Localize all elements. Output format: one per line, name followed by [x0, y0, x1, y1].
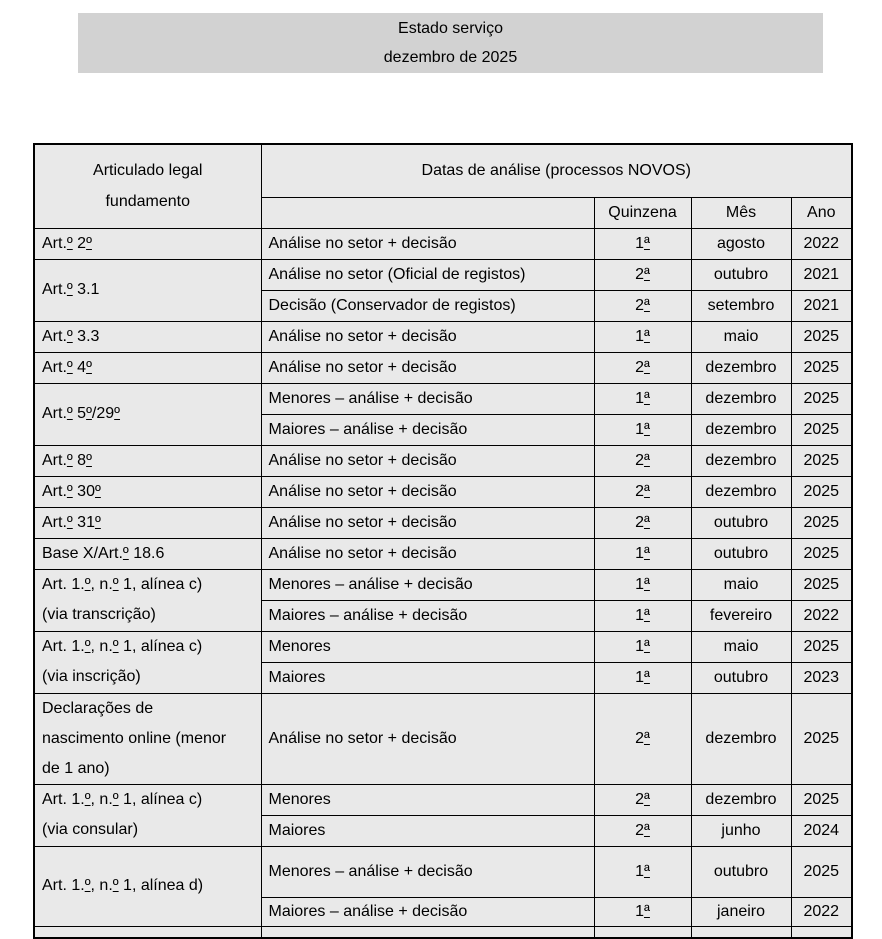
month-cell: junho [691, 815, 791, 846]
month-cell: outubro [691, 846, 791, 897]
partial-cell [261, 926, 594, 938]
ordinal-indicator: ª [643, 821, 650, 839]
quinzena-cell: 1ª [594, 383, 691, 414]
table-row [34, 846, 852, 897]
quinzena-cell: 2ª [594, 445, 691, 476]
quinzena-cell: 2ª [594, 476, 691, 507]
year-cell: 2025 [791, 445, 852, 476]
banner-title: Estado serviço [398, 20, 503, 37]
ordinal-indicator: º [66, 451, 73, 469]
header-row-group [34, 144, 852, 197]
ordinal-indicator: ª [643, 668, 650, 686]
article-label-line: Art.º 5º/29º [42, 405, 121, 422]
year-cell: 2025 [791, 631, 852, 662]
ordinal-indicator: º [66, 281, 73, 298]
ordinal-indicator: ª [643, 575, 650, 593]
quinzena-cell: 2ª [594, 352, 691, 383]
quinzena-cell: 2ª [594, 693, 691, 784]
year-cell: 2022 [791, 897, 852, 926]
quinzena-cell: 1ª [594, 846, 691, 897]
year-cell: 2025 [791, 352, 852, 383]
ordinal-indicator: º [86, 405, 92, 422]
ordinal-indicator: º [84, 576, 91, 593]
service-cell: Maiores [261, 662, 594, 693]
article-label-line: Base X/Art.º 18.6 [42, 544, 165, 562]
ordinal-indicator: ª [643, 234, 650, 252]
service-cell: Decisão (Conservador de registos) [261, 290, 594, 321]
table-body [34, 228, 852, 938]
year-cell: 2024 [791, 815, 852, 846]
article-label-line: (via consular) [42, 821, 139, 838]
ordinal-indicator: º [66, 358, 73, 376]
ordinal-indicator: ª [643, 790, 650, 808]
ordinal-indicator: ª [643, 637, 650, 655]
article-label-line: Declarações de [42, 699, 154, 717]
article-label-cell [34, 352, 261, 383]
table-row [34, 538, 852, 569]
month-cell: dezembro [691, 476, 791, 507]
article-label-line: Art.º 3.3 [42, 327, 100, 345]
ordinal-indicator: º [112, 576, 119, 593]
ordinal-indicator: º [122, 544, 129, 562]
month-cell: fevereiro [691, 600, 791, 631]
year-cell: 2025 [791, 784, 852, 815]
service-cell: Análise no setor + decisão [261, 228, 594, 259]
ordinal-indicator: º [84, 791, 91, 808]
article-label-cell [34, 321, 261, 352]
article-label-line: Art. 1.º, n.º 1, alínea c) [42, 791, 203, 808]
ordinal-indicator: º [86, 234, 92, 252]
ordinal-indicator: ª [643, 265, 650, 283]
header-quinzena: Quinzena [594, 197, 691, 228]
quinzena-cell: 1ª [594, 538, 691, 569]
year-cell: 2025 [791, 569, 852, 600]
table-row [34, 352, 852, 383]
year-cell: 2025 [791, 693, 852, 784]
partial-cell [594, 926, 691, 938]
quinzena-cell: 1ª [594, 414, 691, 445]
year-cell: 2025 [791, 476, 852, 507]
month-cell: dezembro [691, 383, 791, 414]
article-label-line: Art. 1.º, n.º 1, alínea d) [42, 877, 204, 894]
ordinal-indicator: º [66, 482, 73, 500]
quinzena-cell: 2ª [594, 259, 691, 290]
service-cell: Análise no setor + decisão [261, 445, 594, 476]
article-label-line: Art. 1.º, n.º 1, alínea c) [42, 576, 203, 593]
year-cell: 2021 [791, 290, 852, 321]
service-cell: Menores [261, 631, 594, 662]
table-row [34, 228, 852, 259]
ordinal-indicator: º [112, 791, 119, 808]
article-label-cell [34, 569, 261, 631]
article-label-cell [34, 631, 261, 693]
article-label-line: Art.º 30º [42, 482, 101, 500]
service-cell: Maiores – análise + decisão [261, 414, 594, 445]
ordinal-indicator: ª [643, 606, 650, 624]
service-cell: Análise no setor + decisão [261, 538, 594, 569]
year-cell: 2025 [791, 538, 852, 569]
article-label-cell [34, 846, 261, 926]
article-label-line: (via transcrição) [42, 606, 156, 623]
month-cell: outubro [691, 507, 791, 538]
service-cell: Maiores – análise + decisão [261, 897, 594, 926]
quinzena-cell: 1ª [594, 228, 691, 259]
ordinal-indicator: ª [643, 902, 650, 920]
service-cell: Maiores – análise + decisão [261, 600, 594, 631]
service-cell: Análise no setor + decisão [261, 693, 594, 784]
service-cell: Menores [261, 784, 594, 815]
article-label-cell [34, 445, 261, 476]
quinzena-cell: 1ª [594, 897, 691, 926]
quinzena-cell: 1ª [594, 631, 691, 662]
partial-cell [691, 926, 791, 938]
table-row [34, 476, 852, 507]
quinzena-cell: 2ª [594, 290, 691, 321]
article-label-line: Art.º 4º [42, 358, 92, 376]
year-cell: 2025 [791, 846, 852, 897]
article-label-line: Art.º 31º [42, 513, 101, 531]
ordinal-indicator: º [112, 638, 119, 655]
service-cell: Análise no setor (Oficial de registos) [261, 259, 594, 290]
year-cell: 2025 [791, 507, 852, 538]
service-cell: Análise no setor + decisão [261, 476, 594, 507]
ordinal-indicator: ª [643, 862, 650, 880]
service-cell: Maiores [261, 815, 594, 846]
table-row [34, 445, 852, 476]
month-cell: dezembro [691, 352, 791, 383]
service-cell: Análise no setor + decisão [261, 321, 594, 352]
table-row [34, 321, 852, 352]
article-label-cell [34, 784, 261, 846]
table-row [34, 631, 852, 662]
ordinal-indicator: º [66, 405, 73, 422]
ordinal-indicator: º [66, 513, 73, 531]
table-row [34, 693, 852, 784]
partial-cell [34, 926, 261, 938]
banner-subtitle: dezembro de 2025 [383, 49, 518, 66]
quinzena-cell: 2ª [594, 784, 691, 815]
month-cell: maio [691, 321, 791, 352]
ordinal-indicator: ª [643, 513, 650, 531]
month-cell: agosto [691, 228, 791, 259]
table-row [34, 569, 852, 600]
quinzena-cell: 1ª [594, 569, 691, 600]
ordinal-indicator: ª [643, 451, 650, 469]
article-label-line: de 1 ano) [42, 759, 110, 777]
quinzena-cell: 1ª [594, 321, 691, 352]
article-label-line: Art.º 8º [42, 451, 92, 469]
table-row [34, 383, 852, 414]
ordinal-indicator: º [112, 877, 119, 894]
ordinal-indicator: ª [643, 389, 650, 407]
article-label-cell [34, 383, 261, 445]
ordinal-indicator: º [86, 451, 92, 469]
ordinal-indicator: º [84, 877, 91, 894]
service-cell: Menores – análise + decisão [261, 569, 594, 600]
ordinal-indicator: ª [643, 358, 650, 376]
service-cell: Análise no setor + decisão [261, 352, 594, 383]
article-label-cell [34, 538, 261, 569]
article-label-cell [34, 693, 261, 784]
ordinal-indicator: º [86, 358, 92, 376]
month-cell: dezembro [691, 693, 791, 784]
month-cell: outubro [691, 662, 791, 693]
month-cell: outubro [691, 538, 791, 569]
header-ano: Ano [791, 197, 852, 228]
article-label-line: nascimento online (menor [42, 729, 227, 747]
month-cell: janeiro [691, 897, 791, 926]
ordinal-indicator: º [84, 638, 91, 655]
article-label-line: Art. 1.º, n.º 1, alínea c) [42, 638, 203, 655]
status-table [33, 143, 853, 939]
year-cell: 2021 [791, 259, 852, 290]
month-cell: setembro [691, 290, 791, 321]
ordinal-indicator: º [94, 513, 101, 531]
month-cell: maio [691, 631, 791, 662]
article-label-cell [34, 259, 261, 321]
quinzena-cell: 2ª [594, 507, 691, 538]
article-label-cell [34, 507, 261, 538]
year-cell: 2022 [791, 228, 852, 259]
header-datas-analise: Datas de análise (processos NOVOS) [261, 144, 852, 197]
header-empty-cell [261, 197, 594, 228]
year-cell: 2022 [791, 600, 852, 631]
ordinal-indicator: ª [643, 729, 650, 747]
year-cell: 2025 [791, 321, 852, 352]
header-articulado [34, 144, 261, 228]
partial-row [34, 926, 852, 938]
ordinal-indicator: º [94, 482, 101, 500]
quinzena-cell: 2ª [594, 815, 691, 846]
month-cell: maio [691, 569, 791, 600]
service-cell: Menores – análise + decisão [261, 383, 594, 414]
article-label-cell [34, 228, 261, 259]
month-cell: dezembro [691, 414, 791, 445]
article-label-cell [34, 476, 261, 507]
month-cell: outubro [691, 259, 791, 290]
ordinal-indicator: ª [643, 327, 650, 345]
month-cell: dezembro [691, 445, 791, 476]
ordinal-indicator: ª [643, 420, 650, 438]
quinzena-cell: 1ª [594, 600, 691, 631]
month-cell: dezembro [691, 784, 791, 815]
article-label-line: (via inscrição) [42, 668, 141, 685]
service-cell: Análise no setor + decisão [261, 507, 594, 538]
quinzena-cell: 1ª [594, 662, 691, 693]
partial-cell [791, 926, 852, 938]
ordinal-indicator: ª [643, 296, 650, 314]
header-mes: Mês [691, 197, 791, 228]
table-row [34, 507, 852, 538]
ordinal-indicator: ª [643, 544, 650, 562]
article-label-line: Art.º 3.1 [42, 281, 100, 298]
header-articulado-line2: fundamento [105, 193, 190, 211]
ordinal-indicator: º [66, 234, 73, 252]
ordinal-indicator: ª [643, 482, 650, 500]
article-label-line: Art.º 2º [42, 234, 92, 252]
year-cell: 2025 [791, 383, 852, 414]
ordinal-indicator: º [66, 327, 73, 345]
table-row [34, 259, 852, 290]
ordinal-indicator: º [114, 405, 121, 422]
table-row [34, 784, 852, 815]
year-cell: 2023 [791, 662, 852, 693]
service-cell: Menores – análise + decisão [261, 846, 594, 897]
title-banner [78, 13, 823, 73]
year-cell: 2025 [791, 414, 852, 445]
header-articulado-line1: Articulado legal [93, 162, 203, 180]
